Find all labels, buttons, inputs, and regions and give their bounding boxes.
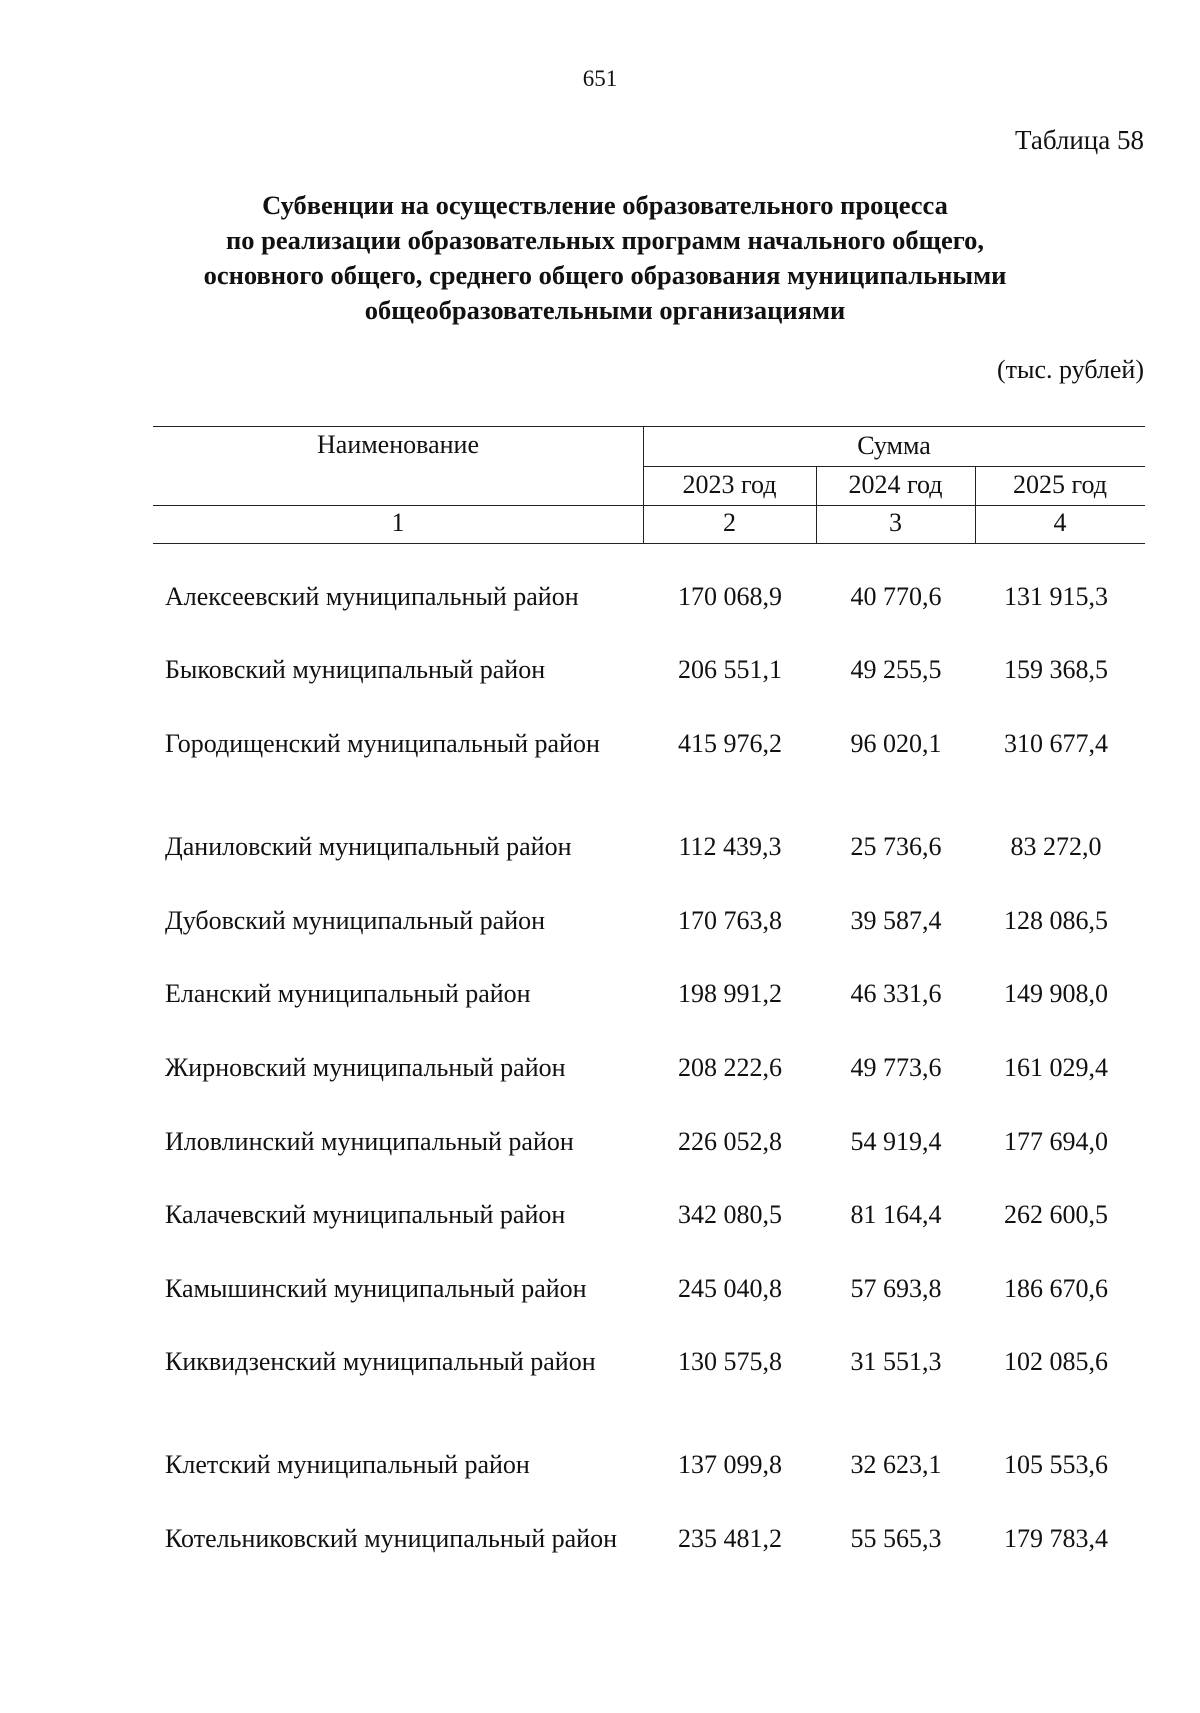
value-2023: 112 439,3: [678, 832, 782, 861]
value-2025: 105 553,6: [1004, 1450, 1108, 1479]
district-name: Городищенский муниципальный район: [165, 729, 600, 758]
value-2023: 235 481,2: [678, 1524, 782, 1553]
table-top-rule: [153, 426, 1145, 427]
value-2025: 177 694,0: [1004, 1127, 1108, 1156]
value-2023: 226 052,8: [678, 1127, 782, 1156]
value-2025: 149 908,0: [1004, 979, 1108, 1008]
value-2025: 102 085,6: [1004, 1347, 1108, 1376]
value-2023: 170 068,9: [678, 582, 782, 611]
value-2024: 96 020,1: [850, 729, 942, 758]
value-2025: 83 272,0: [1010, 832, 1102, 861]
district-name: Жирновский муниципальный район: [165, 1053, 566, 1082]
district-name: Клетский муниципальный район: [165, 1450, 530, 1479]
value-2024: 54 919,4: [850, 1127, 942, 1156]
years-rule: [643, 466, 1145, 467]
value-2024: 39 587,4: [850, 906, 942, 935]
value-2023: 198 991,2: [678, 979, 782, 1008]
value-2024: 81 164,4: [850, 1200, 942, 1229]
district-name: Быковский муниципальный район: [165, 655, 546, 684]
district-name: Калачевский муниципальный район: [165, 1200, 566, 1229]
value-2024: 25 736,6: [850, 832, 942, 861]
value-2025: 262 600,5: [1004, 1200, 1108, 1229]
value-2024: 32 623,1: [850, 1450, 942, 1479]
column-number: 2: [723, 508, 736, 537]
district-name: Киквидзенский муниципальный район: [165, 1347, 596, 1376]
value-2025: 161 029,4: [1004, 1053, 1108, 1082]
title-line: Субвенции на осуществление образовательного процесса: [262, 190, 948, 220]
value-2024: 57 693,8: [850, 1274, 942, 1303]
value-2024: 49 773,6: [850, 1053, 942, 1082]
value-2023: 137 099,8: [678, 1450, 782, 1479]
value-2023: 170 763,8: [678, 906, 782, 935]
value-2025: 179 783,4: [1004, 1524, 1108, 1553]
column-number: 3: [889, 508, 902, 537]
value-2024: 40 770,6: [850, 582, 942, 611]
district-name: Иловлинский муниципальный район: [165, 1127, 574, 1156]
value-2025: 310 677,4: [1004, 729, 1108, 758]
district-name: Дубовский муниципальный район: [165, 906, 546, 935]
value-2023: 342 080,5: [678, 1200, 782, 1229]
district-name: Даниловский муниципальный район: [165, 832, 572, 861]
district-name: Алексеевский муниципальный район: [165, 582, 579, 611]
district-name: Камышинский муниципальный район: [165, 1274, 587, 1303]
value-2024: 55 565,3: [850, 1524, 942, 1553]
header-bottom-rule: [153, 505, 1145, 506]
value-2023: 130 575,8: [678, 1347, 782, 1376]
value-2024: 49 255,5: [850, 655, 942, 684]
document-title: [150, 188, 1060, 328]
header-sum: Сумма: [857, 431, 931, 460]
column-number: 1: [391, 508, 405, 537]
header-year-2023: 2023 год: [682, 470, 777, 499]
value-2023: 415 976,2: [678, 729, 782, 758]
title-line: основного общего, среднего общего образования муниципальными: [203, 260, 1007, 290]
header-year-2024: 2024 год: [848, 470, 943, 499]
value-2023: 245 040,8: [678, 1274, 782, 1303]
title-line: по реализации образовательных программ начального общего,: [226, 225, 984, 255]
page-number: 651: [582, 66, 618, 91]
header-name: Наименование: [317, 430, 479, 459]
value-2023: 208 222,6: [678, 1053, 782, 1082]
district-name: Котельниковский муниципальный район: [165, 1524, 617, 1553]
value-2025: 159 368,5: [1004, 655, 1108, 684]
numbers-bottom-rule: [153, 543, 1145, 544]
value-2025: 186 670,6: [1004, 1274, 1108, 1303]
value-2024: 46 331,6: [850, 979, 942, 1008]
value-2025: 131 915,3: [1004, 582, 1108, 611]
value-2025: 128 086,5: [1004, 906, 1108, 935]
value-2023: 206 551,1: [678, 655, 782, 684]
district-name: Еланский муниципальный район: [165, 979, 531, 1008]
units-label: (тыс. рублей): [996, 355, 1144, 384]
header-year-2025: 2025 год: [1013, 470, 1107, 499]
title-line: общеобразовательными организациями: [364, 295, 846, 325]
value-2024: 31 551,3: [850, 1347, 942, 1376]
table-label: Таблица 58: [1015, 125, 1144, 155]
column-number: 4: [1053, 508, 1067, 537]
